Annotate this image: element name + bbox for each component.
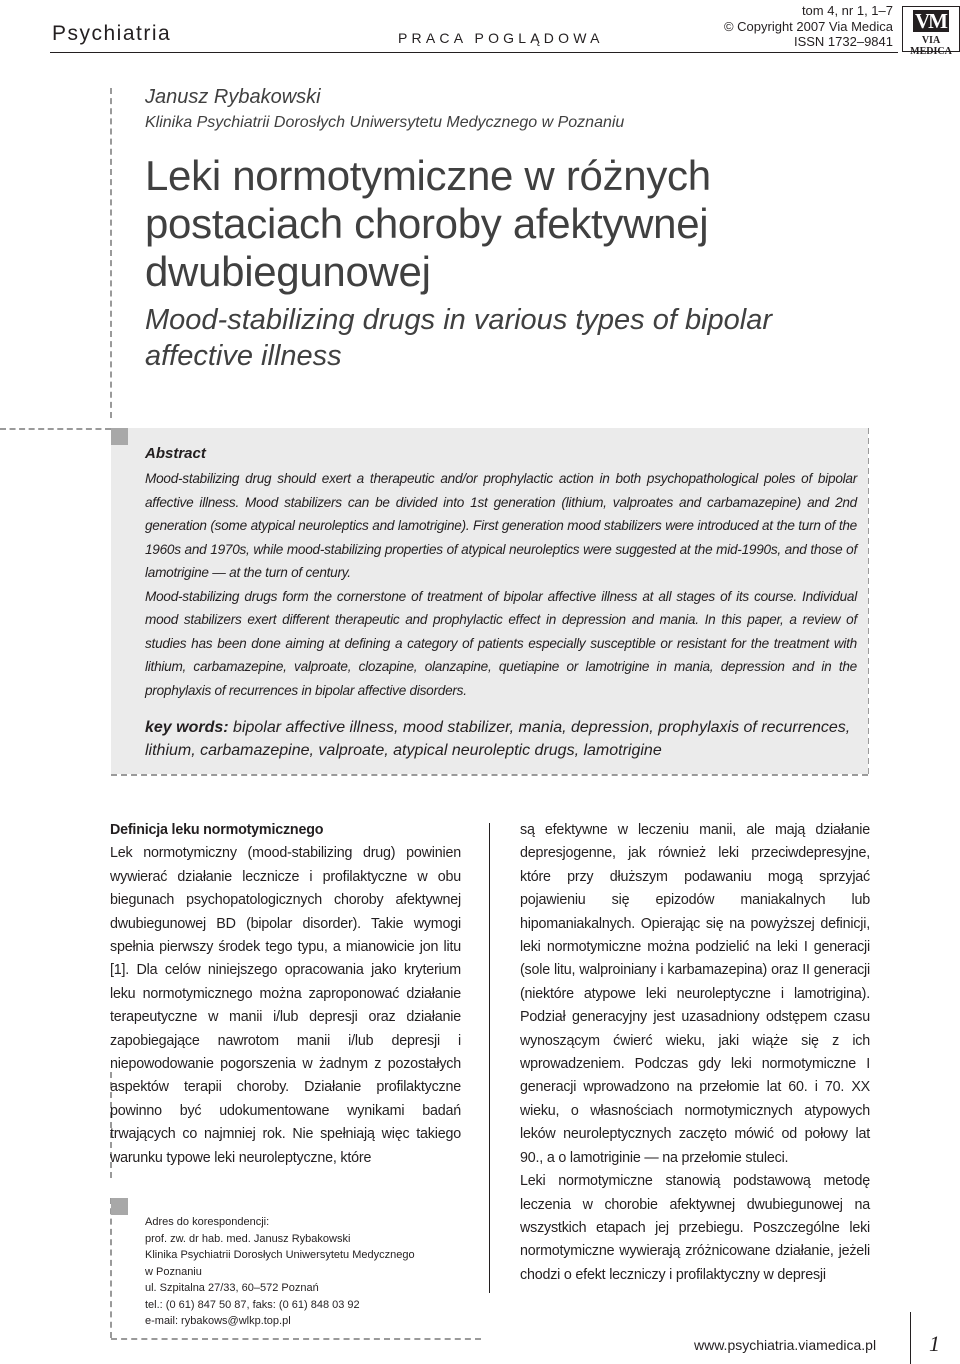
correspondence-marker [111,1198,128,1215]
body-paragraph: Lek normotymiczny (mood-stabilizing drug) powinien wywierać działanie lecznicze i profilaktyczne w obu biegunach psychopatologicznych choroby afektywnej dwubiegunowej BD (bipolar disorder). Takie wymogi spełnia pierwszy środek tego typu, a mianowicie jon litu [1]. Dla celów niniejszego opracowania jako kryterium leku normotymicznego można zaproponować działanie terapeutyczne w manii i/lub depresji oraz działanie zapobiegające nawrotom manii i/lub depresji i niepowodowanie pogorszenia w żadnym z pozostałych aspektów terapii choroby. Działanie profilaktyczne powinno być udokumentowane wynikami badań trwających co najmniej rok. Nie spełniają więc takiego warunku typowe leki neuroleptyczne, które [110,845,461,1166]
issue-volume: tom 4, nr 1, 1–7 [801,3,893,18]
author-affiliation: Klinika Psychiatrii Dorosłych Uniwersytetu Medycznego w Poznaniu [145,114,625,131]
abstract-marker [111,428,128,445]
publisher-logo [902,6,960,57]
correspondence-email[interactable]: e-mail: rybakows@wlkp.top.pl [145,1315,291,1327]
issue-copyright: © Copyright 2007 Via Medica [723,18,893,34]
title-polish: Leki normotymiczne w różnych postaciach choroby afektywnej dwubiegunowej [145,152,711,295]
correspondence-address: Adres do korespondencji: prof. zw. dr hab. med. Janusz Rybakowski Klinika Psychiatrii Dorosłych Uniwersytetu Medycznego w Poznaniu ul. Szpitalna 27/33, 60–572 Poznań tel.: (0 61) 847 50 87, faks: (0 61) 848 03 92 e-mail: rybakows@wlkp.top.pl [145,1214,415,1330]
journal-name: Psychiatria [52,22,172,45]
guide-line-horizontal [0,428,111,430]
guide-line-vertical [110,88,112,418]
guide-line-horizontal [111,1338,481,1340]
keywords-list: bipolar affective illness, mood stabilizer, mania, depression, prophylaxis of recurrences, lithium, carbamazepine, valproate, atypical neuroleptic drugs, lamotrigine [145,719,851,759]
column-divider [489,823,490,1293]
abstract-paragraph: Mood-stabilizing drug should exert a therapeutic and/or prophylactic action in both psychopathological poles of bipolar affective illness. Mood stabilizers can be divided into 1st generation (lithium, valproates and carbamazepine) and 2nd generation (some atypical neuroleptics and lamotrigine). First generation mood stabilizers were introduced at the turn of the 1960s and 1970s, while mood-stabilizing properties of atypical neuroleptics were suggested at the mid-1990s, and those of lamotrigine — at the turn of century. [145,471,857,580]
logo-mark: VM [913,10,949,32]
guide-line-horizontal [111,774,868,776]
page-number: 1 [929,1331,940,1356]
keywords [145,717,865,762]
title-english: Mood-stabilizing drugs in various types of bipolar affective illness [145,304,773,372]
abstract-heading: Abstract [145,445,206,462]
body-column-left [110,819,461,1170]
body-column-right [520,819,870,1287]
issue-issn: ISSN 1732–9841 [793,34,893,49]
body-paragraph: są efektywne w leczeniu manii, ale mają działanie depresjogenne, jak również leki przeciwdepresyjne, które przy dłuższym podawaniu mogą sprzyjać pojawieniu się epizodów maniakalnych lub hipomaniakalnych. Opierając się na powyższej definicji, leki normotymiczne można podzielić na leki I generacji (sole litu, walproiniany i karbamazepina) oraz II generacji (niektóre atypowe leki neuroleptyczne i lamotrigina). Podział generacyjny jest uzasadniony odstępem czasu wynoszącym ćwierć wieku, jaki wiąże się z ich wprowadzeniem. Podczas gdy leki normotymiczne I generacji wprowadzono na przełomie lat 60. i 70. XX wieku, o własnościach normotymicznych atypowych leków neuroleptycznych zaczęto mówić od połowy lat 90., a o lamotriginie — na przełomie stuleci. [520,822,870,1166]
abstract-text [145,467,857,702]
footer-url-link[interactable]: www.psychiatria.viamedica.pl [694,1337,877,1353]
header-rule [50,52,898,53]
keywords-label: key words: [145,719,229,736]
article-type: PRACA POGLĄDOWA [398,30,604,46]
author-name: Janusz Rybakowski [145,86,321,108]
abstract-paragraph: Mood-stabilizing drugs form the cornerstone of treatment of bipolar affective illness at all stages of its course. Individual mood stabilizers exert different therapeutic and prophylactic effect in depression and mania. In this paper, a review of studies has been done aiming at defining a category of patients especially susceptible or resistant for the treatment with lithium, carbamazepine, valproate, clozapine, olanzapine, quetiapine or lamotrigine in mania, depression and in the prophylaxis of recurrences in bipolar affective disorders. [145,588,857,698]
guide-line-vertical [110,1198,112,1338]
footer-rule [910,1312,911,1364]
section-heading: Definicja leku normotymicznego [110,822,324,838]
logo-text: VIA MEDICA [910,35,952,57]
body-paragraph: Leki normotymiczne stanowią podstawową metodę leczenia w chorobie afektywnej dwubiegunowej na wszystkich etapach jej przebiegu. Poszczególne leki normotymiczne wywierają zróżnicowane działanie, jeżeli chodzi o efekt leczniczy i profilaktyczny w depresji [520,1173,870,1283]
issue-info [724,3,893,50]
